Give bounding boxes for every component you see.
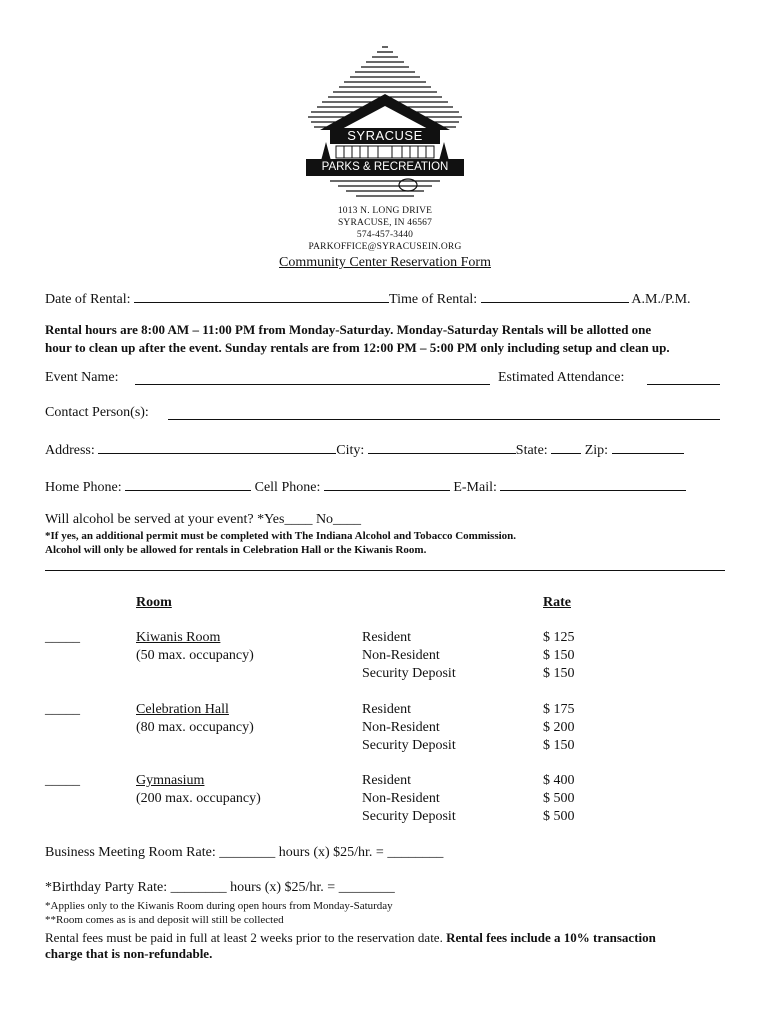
rate-type-security-deposit: Security Deposit — [362, 666, 456, 681]
alcohol-question: Will alcohol be served at your event? *Yes____ No____ — [45, 512, 362, 527]
rate-type-security-deposit: Security Deposit — [362, 738, 456, 753]
gymnasium-name: Gymnasium — [136, 773, 205, 788]
zip-field[interactable] — [612, 441, 684, 454]
kiwanis-select-blank[interactable]: _____ — [45, 630, 80, 645]
zip-label: Zip: — [584, 443, 609, 458]
time-of-rental-label: Time of Rental: — [389, 292, 478, 307]
alcohol-note-2: Alcohol will only be allowed for rentals in Celebration Hall or the Kiwanis Room. — [45, 544, 427, 556]
rate-value: $ 125 — [543, 630, 575, 645]
rental-fees-bold-1: Rental fees include a 10% transaction — [446, 930, 656, 945]
syracuse-parks-logo — [300, 42, 470, 202]
home-phone-field[interactable] — [125, 478, 251, 491]
rate-value: $ 150 — [543, 738, 575, 753]
kiwanis-room-name: Kiwanis Room — [136, 630, 221, 645]
logo-name-line2: PARKS & RECREATION — [321, 161, 449, 173]
cell-phone-field[interactable] — [324, 478, 450, 491]
address-phone: 574-457-3440 — [356, 230, 414, 240]
email-field[interactable] — [500, 478, 686, 491]
rate-value: $ 500 — [543, 791, 575, 806]
date-time-row — [45, 290, 691, 308]
room-as-is-note: **Room comes as is and deposit will still be collected — [45, 914, 284, 926]
rate-type-non-resident: Non-Resident — [362, 720, 440, 735]
estimated-attendance-label: Estimated Attendance: — [498, 370, 625, 385]
cell-phone-label: Cell Phone: — [254, 480, 321, 495]
time-of-rental-field[interactable] — [481, 290, 629, 303]
rate-type-security-deposit: Security Deposit — [362, 809, 456, 824]
kiwanis-room-capacity: (50 max. occupancy) — [136, 648, 254, 663]
address-field[interactable] — [98, 441, 336, 454]
business-meeting-rate[interactable]: Business Meeting Room Rate: ________ hours (x) $25/hr. = ________ — [45, 845, 444, 860]
rental-fees-line1 — [45, 930, 656, 946]
address-street: 1013 N. LONG DRIVE — [337, 206, 433, 216]
address-city: SYRACUSE, IN 46567 — [337, 218, 433, 228]
logo-name-line1: SYRACUSE — [347, 128, 423, 143]
kiwanis-hours-note: *Applies only to the Kiwanis Room during open hours from Monday-Saturday — [45, 900, 393, 912]
date-of-rental-label: Date of Rental: — [45, 292, 131, 307]
rate-type-non-resident: Non-Resident — [362, 648, 440, 663]
rate-type-resident: Resident — [362, 702, 411, 717]
rate-value: $ 150 — [543, 666, 575, 681]
rental-hours-line1: Rental hours are 8:00 AM – 11:00 PM from Monday-Saturday. Monday-Saturday Rentals will be allotted one — [45, 322, 652, 337]
rate-header: Rate — [543, 595, 571, 610]
rental-hours-line2: hour to clean up after the event. Sunday rentals are from 12:00 PM – 5:00 PM only including setup and clean up. — [45, 340, 670, 355]
contact-persons-label: Contact Person(s): — [45, 405, 149, 420]
rate-type-resident: Resident — [362, 773, 411, 788]
address-email: PARKOFFICE@SYRACUSEIN.ORG — [308, 242, 462, 252]
room-header: Room — [136, 595, 172, 610]
state-field[interactable] — [551, 441, 581, 454]
event-name-field[interactable] — [135, 371, 490, 385]
section-divider — [45, 570, 725, 571]
contact-persons-field[interactable] — [168, 406, 720, 420]
am-pm-label: A.M./P.M. — [631, 292, 691, 307]
state-label: State: — [515, 443, 548, 458]
rental-fees-text: Rental fees must be paid in full at least 2 weeks prior to the reservation date. — [45, 930, 447, 945]
home-phone-label: Home Phone: — [45, 480, 122, 495]
rate-type-non-resident: Non-Resident — [362, 791, 440, 806]
birthday-party-rate[interactable]: *Birthday Party Rate: ________ hours (x) $25/hr. = ________ — [45, 880, 395, 895]
celebration-hall-select-blank[interactable]: _____ — [45, 702, 80, 717]
address-row — [45, 441, 684, 459]
city-label: City: — [336, 443, 365, 458]
estimated-attendance-field[interactable] — [647, 371, 720, 385]
gymnasium-select-blank[interactable]: _____ — [45, 773, 80, 788]
alcohol-note-1: *If yes, an additional permit must be completed with The Indiana Alcohol and Tobacco Commission. — [45, 530, 517, 542]
logo-emblem — [300, 42, 470, 202]
gymnasium-capacity: (200 max. occupancy) — [136, 791, 261, 806]
date-of-rental-field[interactable] — [134, 290, 389, 303]
rate-value: $ 150 — [543, 648, 575, 663]
rate-value: $ 200 — [543, 720, 575, 735]
celebration-hall-name: Celebration Hall — [136, 702, 229, 717]
event-name-label: Event Name: — [45, 370, 119, 385]
rate-value: $ 500 — [543, 809, 575, 824]
email-label: E-Mail: — [453, 480, 497, 495]
city-field[interactable] — [368, 441, 516, 454]
phone-row — [45, 478, 686, 496]
form-title: Community Center Reservation Form — [279, 255, 491, 270]
rental-fees-bold-2: charge that is non-refundable. — [45, 946, 213, 961]
rate-value: $ 175 — [543, 702, 575, 717]
celebration-hall-capacity: (80 max. occupancy) — [136, 720, 254, 735]
rate-type-resident: Resident — [362, 630, 411, 645]
rate-value: $ 400 — [543, 773, 575, 788]
address-label: Address: — [45, 443, 95, 458]
